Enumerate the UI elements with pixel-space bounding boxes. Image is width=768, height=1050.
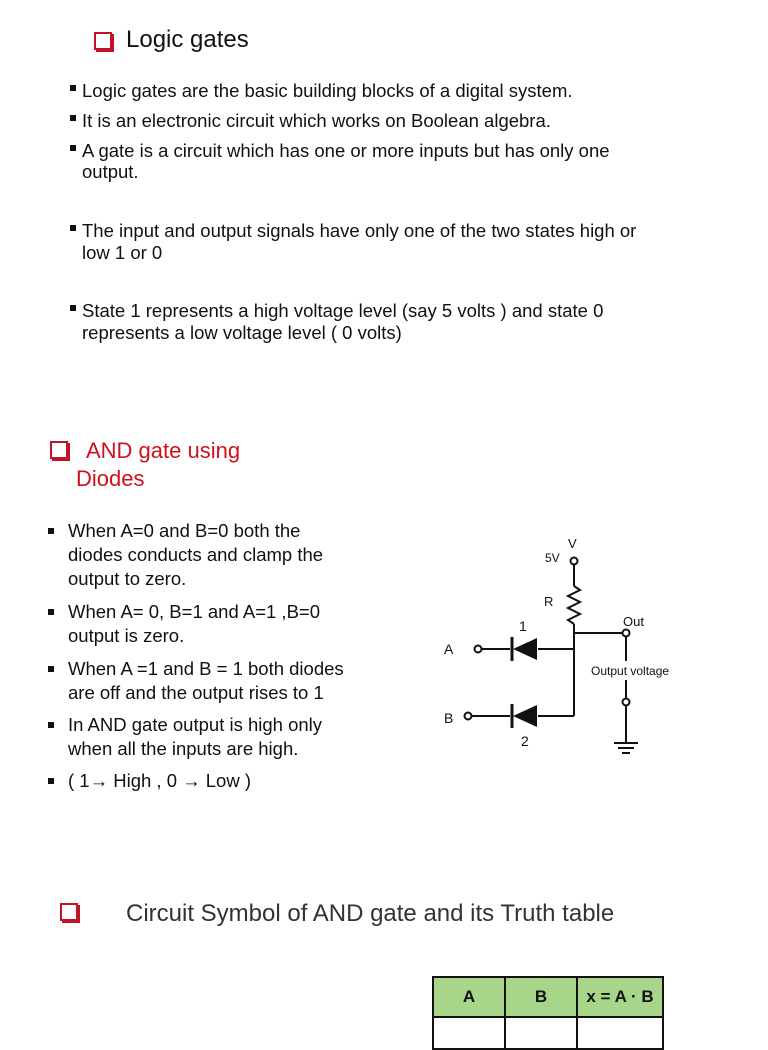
- resistor-icon: [568, 586, 580, 624]
- bullet-text: The input and output signals have only one of the two states high or: [82, 220, 637, 241]
- diode-2-icon: [512, 704, 537, 728]
- table-row: [433, 1017, 663, 1049]
- bullet-text: ( 1→ High , 0 → Low ): [68, 770, 252, 791]
- bullet-text: When A =1 and B = 1 both diodes: [68, 658, 344, 679]
- truth-table-header-row: [433, 977, 663, 1017]
- bullet-icon: [70, 85, 76, 91]
- r-label: R: [544, 594, 554, 609]
- supply-terminal: [571, 558, 578, 565]
- bullet-text-cont: are off and the output rises to 1: [68, 682, 324, 703]
- truth-table: [432, 976, 664, 1050]
- out-label: Out: [623, 614, 644, 629]
- bullet-text-cont: output is zero.: [68, 625, 185, 646]
- section-title-and-gate: AND gate using: [86, 438, 241, 463]
- bullet-icon: [70, 115, 76, 121]
- output-voltage-label: Output voltage: [591, 664, 670, 678]
- output-terminal-bottom: [623, 699, 630, 706]
- bullet-text: A gate is a circuit which has one or more inputs but has only one: [82, 140, 610, 161]
- bullet-text-cont: when all the inputs are high.: [68, 738, 299, 759]
- input-a-label: A: [444, 641, 454, 657]
- input-b-terminal: [465, 713, 472, 720]
- bullet-text: It is an electronic circuit which works on Boolean algebra.: [82, 110, 551, 131]
- supply-label: 5V: [545, 551, 560, 565]
- bullet-text: In AND gate output is high only: [68, 714, 323, 735]
- section-title-logic-gates: Logic gates: [126, 26, 249, 53]
- input-a-terminal: [475, 646, 482, 653]
- bullet-text-cont: output to zero.: [68, 568, 187, 589]
- bullet-text-cont: represents a low voltage level ( 0 volts): [82, 322, 402, 343]
- bullet-text-cont: diodes conducts and clamp the: [68, 544, 324, 565]
- bullet-icon: [48, 528, 54, 534]
- bullet-icon: [48, 722, 54, 728]
- diode-1-icon: [512, 637, 537, 661]
- bullet-text-cont: low 1 or 0: [82, 242, 163, 263]
- diode-2-label: 2: [521, 733, 529, 749]
- bullet-icon: [48, 778, 54, 784]
- checkbox-icon: [94, 32, 112, 50]
- truth-table-header-a: A: [433, 977, 505, 1017]
- v-label: V: [568, 536, 577, 551]
- checkbox-icon: [60, 903, 78, 921]
- bullet-text: When A= 0, B=1 and A=1 ,B=0: [68, 601, 320, 622]
- bullet-icon: [48, 609, 54, 615]
- truth-table-header-x: x = A · B: [577, 977, 663, 1017]
- checkbox-icon: [50, 441, 68, 459]
- bullet-text-cont: output.: [82, 161, 139, 182]
- section-title-and-gate-cont: Diodes: [76, 466, 145, 491]
- bullet-icon: [48, 666, 54, 672]
- bullet-text: When A=0 and B=0 both the: [68, 520, 301, 541]
- input-b-label: B: [444, 710, 454, 726]
- output-terminal-top: [623, 630, 630, 637]
- bullet-icon: [70, 145, 76, 151]
- diode-1-label: 1: [519, 618, 527, 634]
- diode-and-gate-circuit: [430, 530, 690, 770]
- bullet-icon: [70, 225, 76, 231]
- bullet-icon: [70, 305, 76, 311]
- section-title-circuit-symbol: Circuit Symbol of AND gate and its Truth table: [126, 900, 615, 927]
- truth-table-header-b: B: [505, 977, 577, 1017]
- bullet-text: Logic gates are the basic building blocks of a digital system.: [82, 80, 573, 101]
- ground-icon: [614, 743, 638, 753]
- bullet-text: State 1 represents a high voltage level (say 5 volts ) and state 0: [82, 300, 604, 321]
